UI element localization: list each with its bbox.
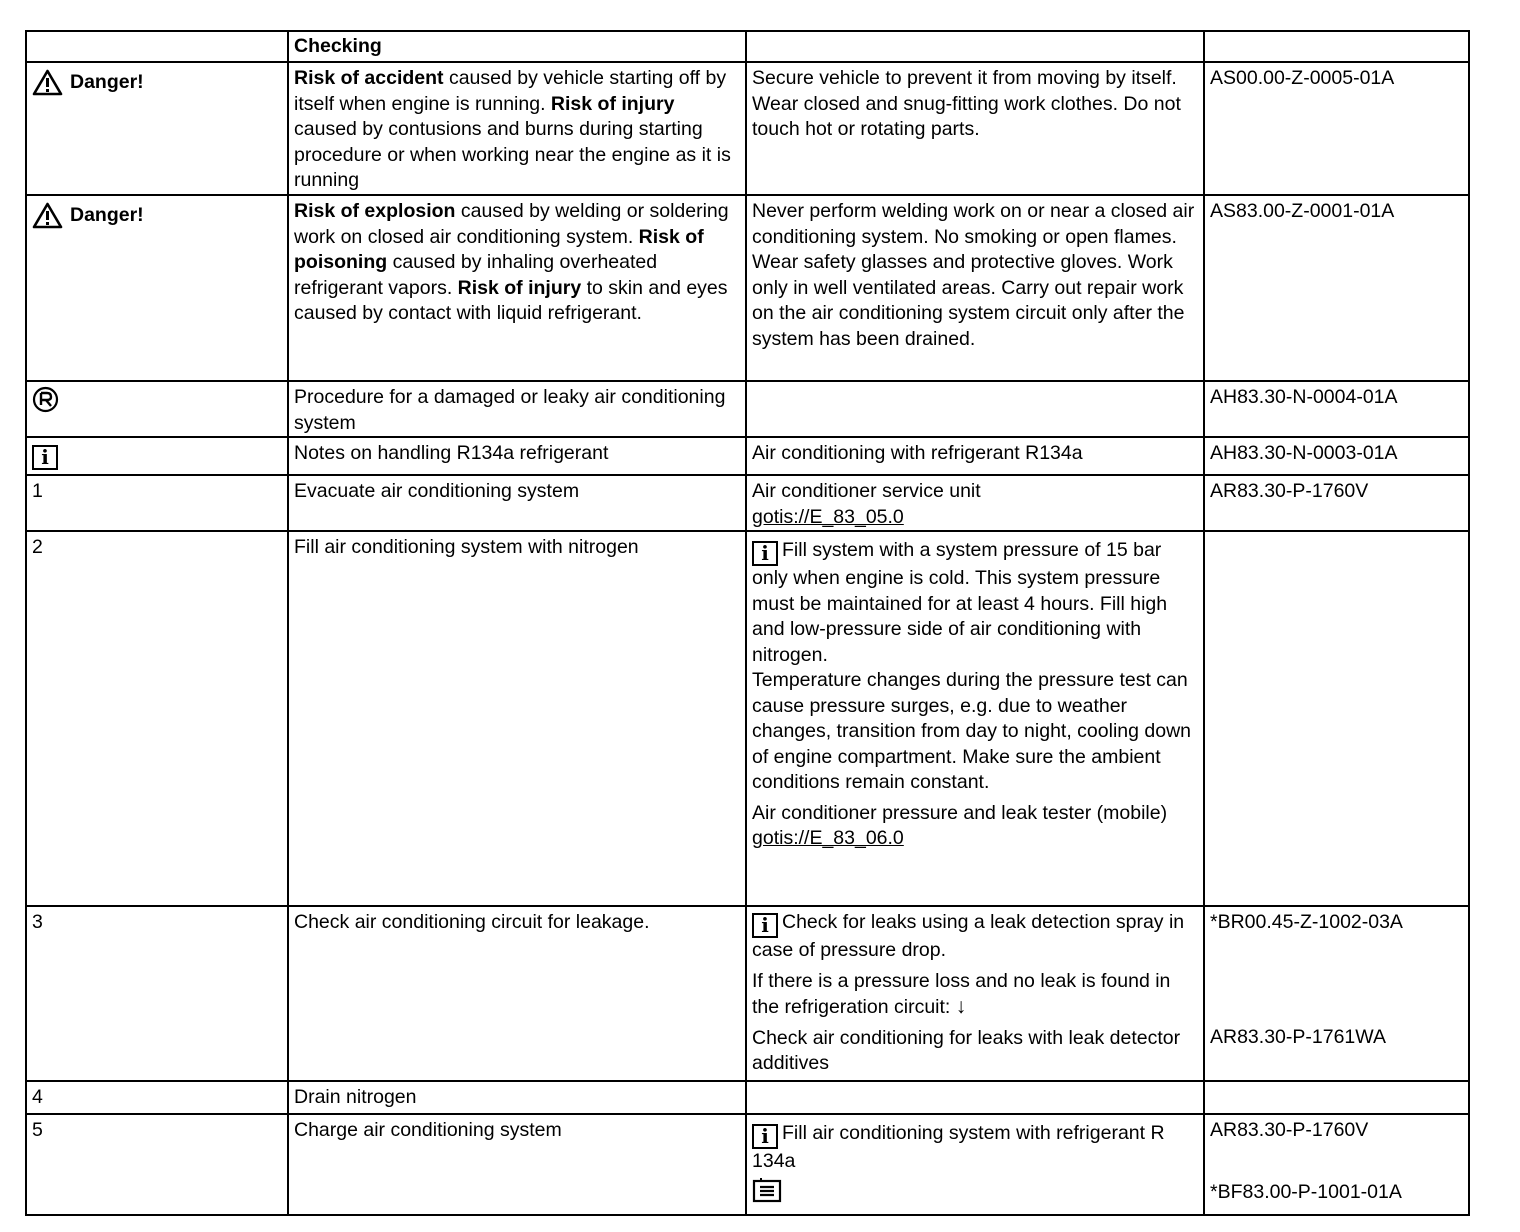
step-row-2 bbox=[26, 531, 1469, 906]
info-icon: i bbox=[752, 913, 778, 938]
step-row-3 bbox=[26, 906, 1469, 1081]
step-number: 4 bbox=[26, 1081, 288, 1114]
step-row-5 bbox=[26, 1114, 1469, 1215]
note-text: Temperature changes during the pressure test can cause pressure surges, e.g. due to weather changes, transition from day to night, cooling down of engine compartment. Make sure the ambient conditions remain constant. bbox=[752, 669, 1192, 793]
note-text: Fill system with a system pressure of 15 bar only when engine is cold. This system pressure must be maintained for at least 4 hours. Fill high and low-pressure side of air conditioning with nitrogen. bbox=[752, 539, 1168, 666]
environment-row bbox=[26, 381, 1469, 437]
warning-triangle-icon bbox=[32, 202, 63, 229]
step-row-4 bbox=[26, 1081, 1469, 1114]
measures-text: Secure vehicle to prevent it from moving by itself. Wear closed and snug-fitting work clothes. Do not touch hot or rotating parts. bbox=[746, 62, 1204, 195]
tool-link[interactable]: gotis://E_83_06.0 bbox=[752, 827, 904, 849]
notes-row bbox=[26, 437, 1469, 475]
doc-code[interactable]: *BR00.45-Z-1002-03A bbox=[1210, 911, 1403, 933]
hazard-text: Risk of accident caused by vehicle starting off by itself when engine is running. Risk of injury caused by contusions and burns during starting procedure or when working near the engine as it is running bbox=[288, 62, 746, 195]
step-number: 5 bbox=[26, 1114, 288, 1215]
danger-row-1 bbox=[26, 62, 1469, 195]
step-text: Notes on handling R134a refrigerant bbox=[288, 437, 746, 475]
danger-label: Danger! bbox=[32, 69, 144, 96]
section-title: Checking bbox=[294, 35, 382, 57]
step-text: Charge air conditioning system bbox=[288, 1114, 746, 1215]
doc-code[interactable]: AR83.30-P-1760V bbox=[1210, 1119, 1369, 1141]
measures-text: Never perform welding work on or near a closed air conditioning system. No smoking or open flames. Wear safety glasses and protective gloves. Work only in well ventilated areas. Carry out repair work on the air conditioning system circuit only after the system has been drained. bbox=[746, 195, 1204, 381]
hazard-text: Risk of explosion caused by welding or soldering work on closed air conditioning system. Risk of poisoning caused by inhaling overheated refrigerant vapors. Risk of injury to skin and eyes caused by contact with liquid refrigerant. bbox=[288, 195, 746, 381]
step-text: Drain nitrogen bbox=[288, 1081, 746, 1114]
step-number: 2 bbox=[26, 531, 288, 906]
tool-name: Air conditioner service unit bbox=[752, 480, 981, 502]
tool-link[interactable]: gotis://E_83_05.0 bbox=[752, 505, 904, 528]
doc-code[interactable]: AH83.30-N-0004-01A bbox=[1204, 381, 1469, 437]
procedure-table bbox=[25, 30, 1470, 1216]
step-text: Fill air conditioning system with nitrogen bbox=[288, 531, 746, 906]
fluid-spec-icon bbox=[752, 1177, 782, 1203]
note-text: Fill air conditioning system with refrigerant R 134a bbox=[752, 1122, 1165, 1172]
measures-text: Air conditioning with refrigerant R134a bbox=[746, 437, 1204, 475]
info-icon: i bbox=[752, 1124, 778, 1149]
sub-step-text: Check air conditioning for leaks with leak detector additives bbox=[752, 1026, 1181, 1074]
doc-code[interactable]: AR83.30-P-1760V bbox=[1204, 475, 1469, 531]
step-text: Check air conditioning circuit for leakage. bbox=[288, 906, 746, 1081]
down-arrow-icon: ↓ bbox=[955, 995, 967, 1018]
doc-code[interactable]: AS83.00-Z-0001-01A bbox=[1204, 195, 1469, 381]
step-row-1 bbox=[26, 475, 1469, 531]
danger-row-2 bbox=[26, 195, 1469, 381]
step-number: 3 bbox=[26, 906, 288, 1081]
tool-name: Air conditioner pressure and leak tester (mobile) bbox=[752, 801, 1168, 824]
note-text: Check for leaks using a leak detection spray in case of pressure drop. bbox=[752, 911, 1185, 961]
warning-triangle-icon bbox=[32, 69, 63, 96]
info-icon: i bbox=[752, 541, 778, 566]
danger-label: Danger! bbox=[32, 202, 144, 229]
environment-note-icon bbox=[32, 386, 59, 413]
doc-code[interactable]: AH83.30-N-0003-01A bbox=[1204, 437, 1469, 475]
step-text: Procedure for a damaged or leaky air conditioning system bbox=[288, 381, 746, 437]
condition-text: If there is a pressure loss and no leak is found in the refrigeration circuit: bbox=[752, 969, 1171, 1018]
header-row bbox=[26, 31, 1469, 62]
doc-code[interactable]: AR83.30-P-1761WA bbox=[1210, 1025, 1386, 1048]
doc-code[interactable]: AS00.00-Z-0005-01A bbox=[1204, 62, 1469, 195]
step-text: Evacuate air conditioning system bbox=[288, 475, 746, 531]
step-number: 1 bbox=[26, 475, 288, 531]
doc-code[interactable]: *BF83.00-P-1001-01A bbox=[1210, 1180, 1402, 1203]
info-icon: i bbox=[32, 445, 58, 470]
